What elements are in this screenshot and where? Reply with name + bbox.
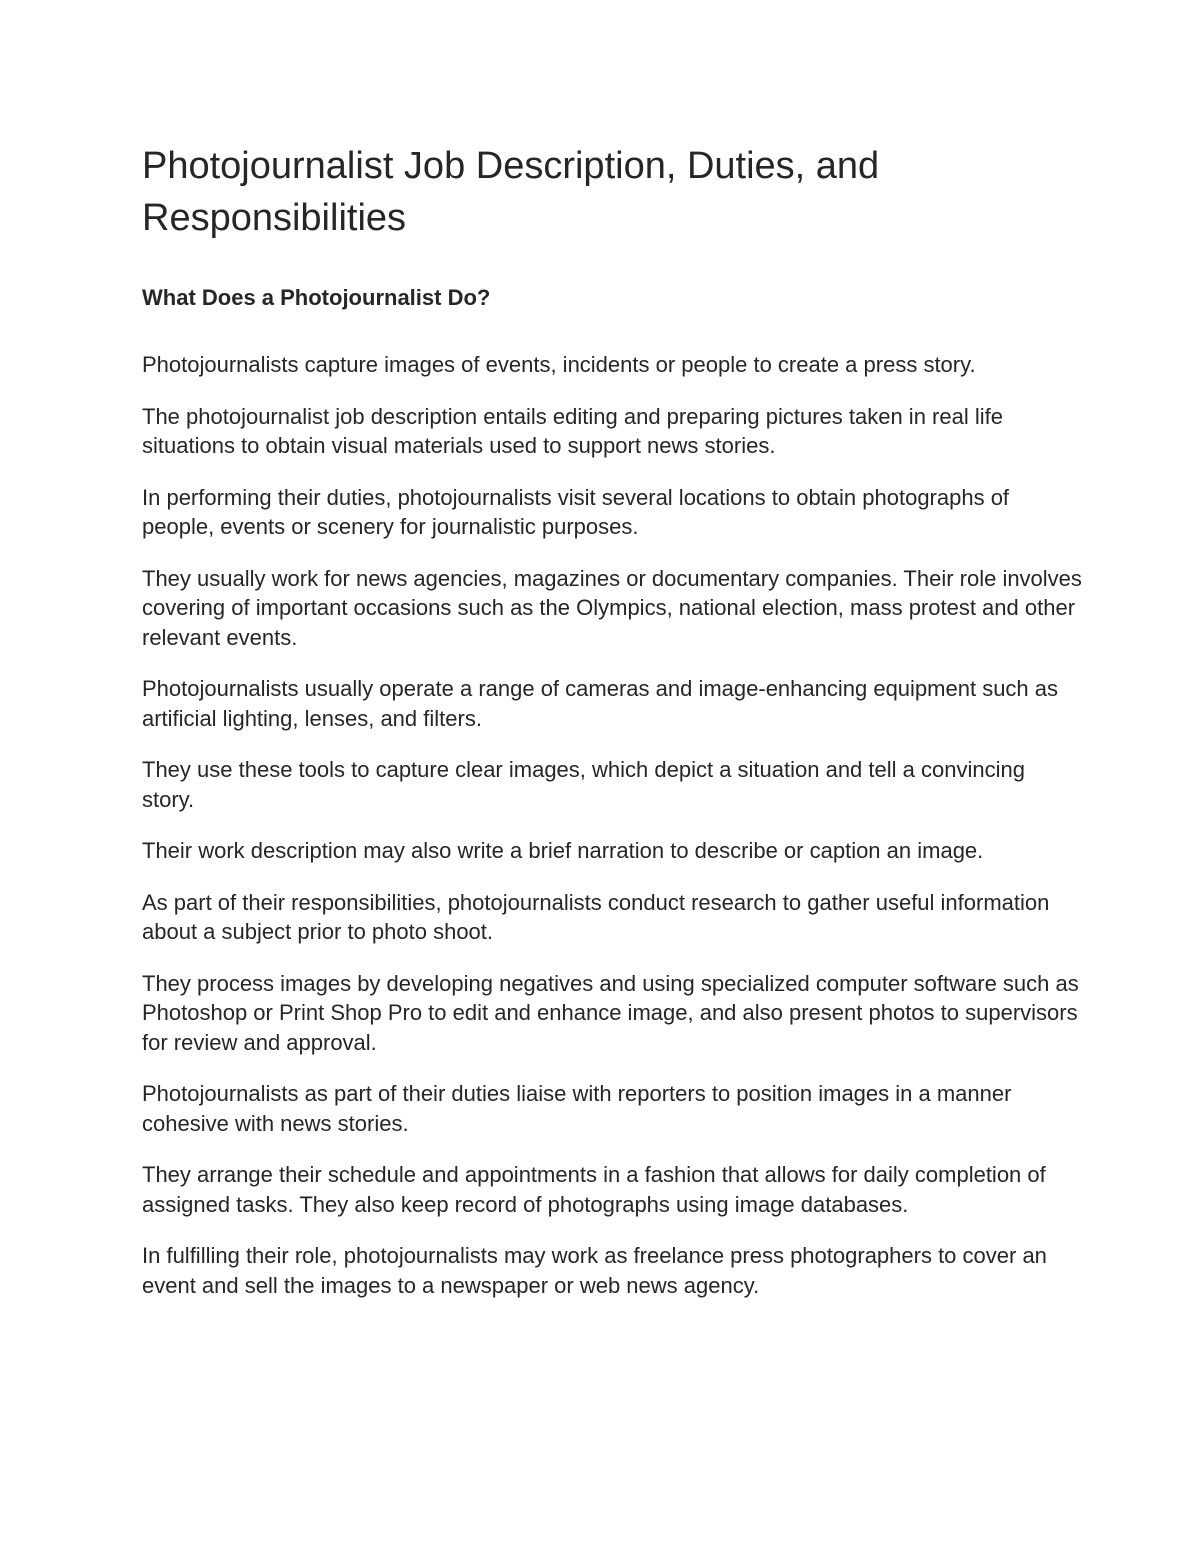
paragraph: In fulfilling their role, photojournalists may work as freelance press photographers to cover an event and sell the images to a newspaper or web news agency. <box>142 1243 1047 1298</box>
paragraph-list <box>142 350 1082 1300</box>
paragraph: They use these tools to capture clear images, which depict a situation and tell a convincing story. <box>142 757 1025 812</box>
paragraph: Photojournalists usually operate a range of cameras and image-enhancing equipment such as artificial lighting, lenses, and filters. <box>142 676 1059 731</box>
paragraph: In performing their duties, photojournalists visit several locations to obtain photographs of people, events or scenery for journalistic purposes. <box>142 484 1010 539</box>
document-title: Photojournalist Job Description, Duties, and Responsibilities <box>142 145 880 239</box>
paragraph: Photojournalists capture images of events, incidents or people to create a press story. <box>142 352 976 377</box>
paragraph: Their work description may also write a brief narration to describe or caption an image. <box>142 838 984 863</box>
paragraph: They arrange their schedule and appointments in a fashion that allows for daily completion of assigned tasks. They also keep record of photographs using image databases. <box>142 1162 1046 1217</box>
paragraph: The photojournalist job description entails editing and preparing pictures taken in real life situations to obtain visual materials used to support news stories. <box>142 403 1003 458</box>
paragraph: They usually work for news agencies, magazines or documentary companies. Their role involves covering of important occasions such as the Olympics, national election, mass protest and other relevant events. <box>142 565 1082 650</box>
paragraph: As part of their responsibilities, photojournalists conduct research to gather useful information about a subject prior to photo shoot. <box>142 889 1050 944</box>
paragraph: They process images by developing negatives and using specialized computer software such as Photoshop or Print Shop Pro to edit and enhance image, and also present photos to supervisors for review and approval. <box>142 970 1079 1055</box>
section-heading: What Does a Photojournalist Do? <box>142 285 491 310</box>
document-content <box>142 140 1082 1322</box>
paragraph: Photojournalists as part of their duties liaise with reporters to position images in a manner cohesive with news stories. <box>142 1081 1012 1136</box>
